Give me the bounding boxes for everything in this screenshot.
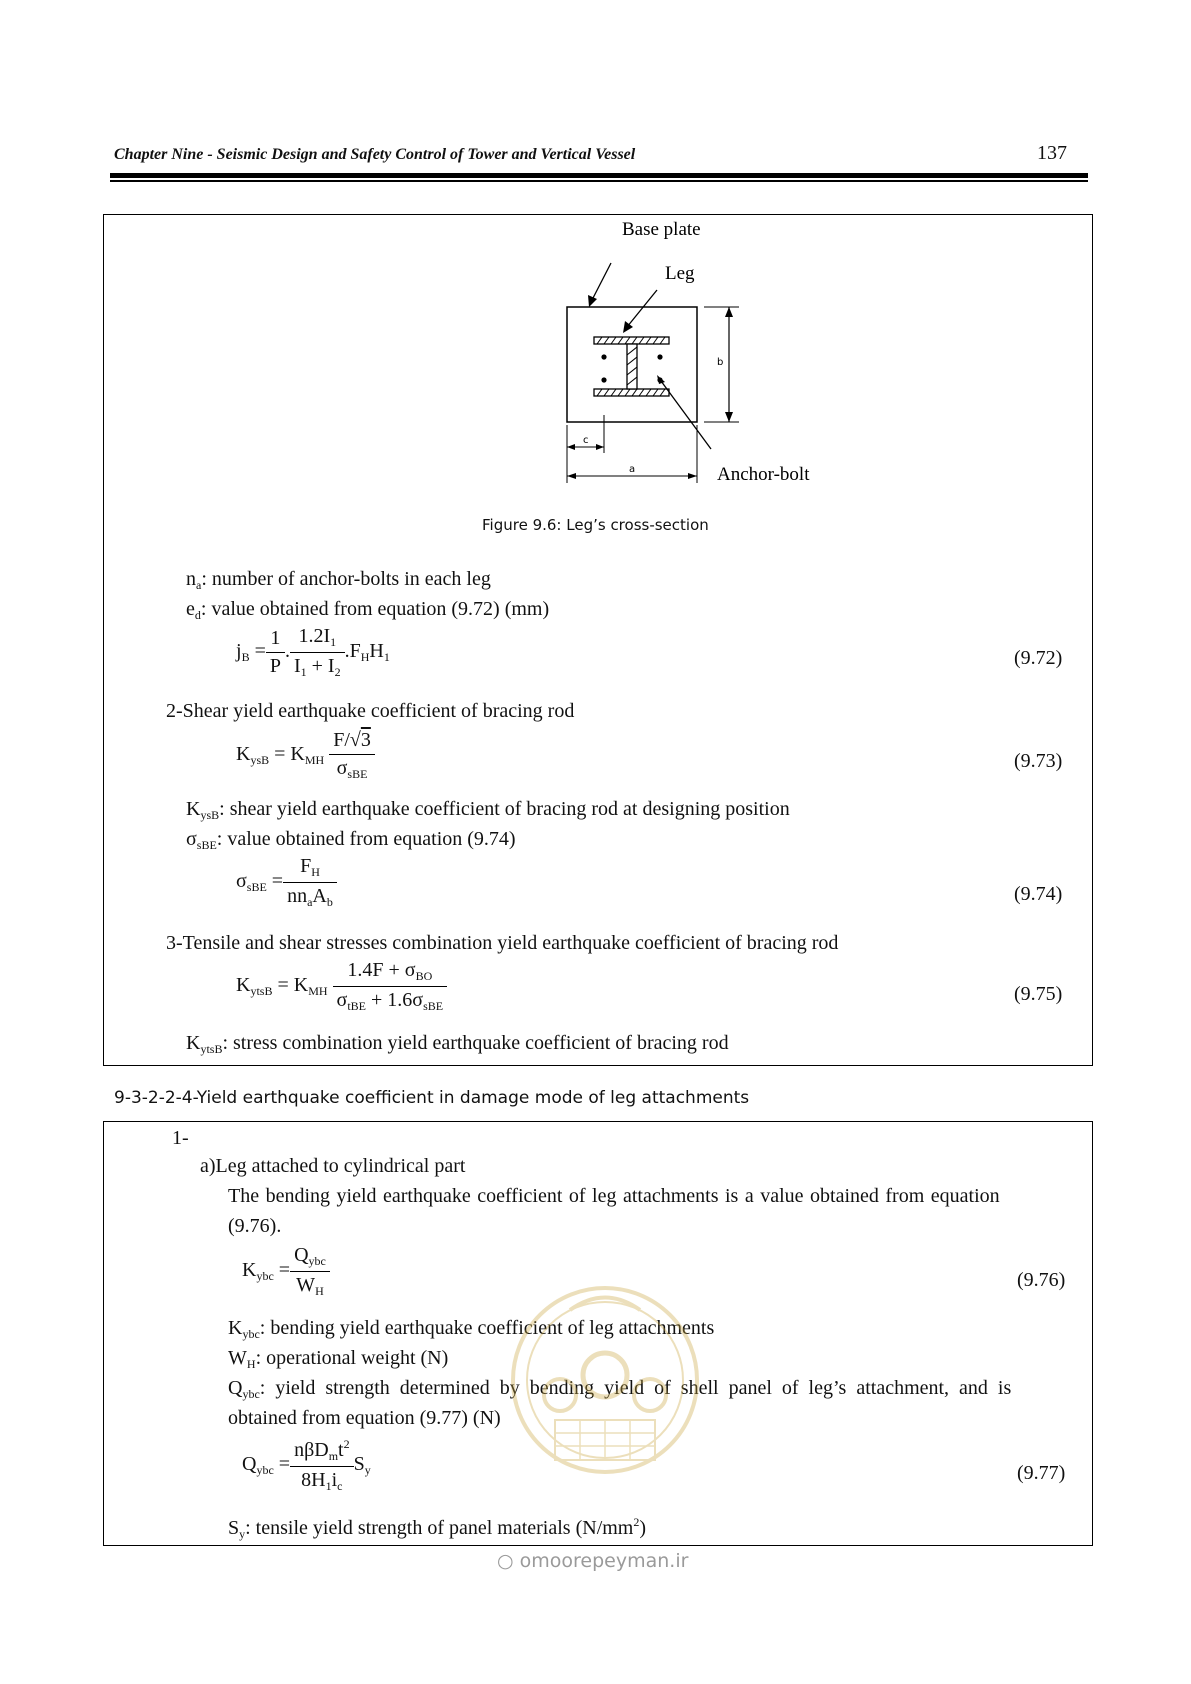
watermark-logo xyxy=(500,1255,710,1505)
definition-kybc: $K_{ybc}$: bending yield earthquake coefficient of leg attachments xyxy=(228,1317,715,1341)
definition-kytsb: $K_{ytsB}$: stress combination yield earthquake coefficient of bracing rod xyxy=(186,1032,729,1056)
equation-9-77: $Q_{ybc}$ = $\frac{n\beta D_mt^2}{8H_1i_c}$ $S_y$ xyxy=(242,1437,371,1493)
item-1: 1- xyxy=(172,1127,189,1149)
equation-9-73: $K_{ysB} = K_{MH}$ $\frac{F/√3}{\sigma_{sBE}}$ xyxy=(236,729,375,782)
definition-sigma-sbe: $\sigma_{sBE}$: value obtained from equation (9.74) xyxy=(186,828,516,852)
equation-9-76: $K_{ybc}$ = $\frac{Q_{ybc}}{W_H}$ xyxy=(242,1244,330,1299)
definition-wh: $W_H$: operational weight (N) xyxy=(228,1347,449,1371)
equation-number-9-72: (9.72) xyxy=(1014,647,1063,669)
equation-9-75: $K_{ytsB} = K_{MH}$ $\frac{1.4F + \sigma_{BO}}{\sigma_{tBE} + 1.6\sigma_{sBE}}$ xyxy=(236,959,447,1014)
dimension-c: c xyxy=(583,435,589,446)
leg-label: Leg xyxy=(665,263,695,284)
item-2-heading: 2-Shear yield earthquake coefficient of bracing rod xyxy=(166,700,575,722)
anchor-bolt-label: Anchor-bolt xyxy=(717,464,810,485)
chapter-title: Chapter Nine - Seismic Design and Safety Control of Tower and Vertical Vessel xyxy=(114,146,636,163)
page-number: 137 xyxy=(1037,142,1067,164)
equation-9-74: $\sigma_{sBE}$ = $\frac{F_H}{nn_aA_b}$ xyxy=(236,855,337,910)
dimension-b: b xyxy=(717,357,724,368)
equation-number-9-73: (9.73) xyxy=(1014,750,1063,772)
header-rule-thin xyxy=(110,180,1088,182)
definition-qybc-line-2: obtained from equation (9.77) (N) xyxy=(228,1407,501,1429)
figure-caption: Figure 9.6: Leg’s cross-section xyxy=(482,516,709,534)
paragraph-line-1: The bending yield earthquake coefficient of leg attachments is a value obtained from equation xyxy=(228,1185,1000,1207)
definition-na: $n_a$: number of anchor-bolts in each leg xyxy=(186,568,491,592)
paragraph-line-2: (9.76). xyxy=(228,1215,282,1237)
content-box-1 xyxy=(103,214,1093,1066)
section-heading: 9-3-2-2-4-Yield earthquake coefficient in damage mode of leg attachments xyxy=(114,1088,750,1108)
leg-cross-section-diagram xyxy=(449,215,849,505)
equation-9-72: $j_B$ = $\frac{1}{P}$ . $\frac{1.2I_1}{I_1 + I_2}$ $.F_HH_1$ xyxy=(236,625,390,679)
definition-ed: $e_d$: value obtained from equation (9.72) (mm) xyxy=(186,598,550,622)
equation-number-9-74: (9.74) xyxy=(1014,883,1063,905)
subitem-a-heading: a)Leg attached to cylindrical part xyxy=(200,1155,466,1177)
equation-number-9-76: (9.76) xyxy=(1017,1269,1066,1291)
definition-qybc-line-1: $Q_{ybc}$: yield strength determined by bending yield of shell panel of leg’s attachment, and is xyxy=(228,1377,1012,1401)
equation-number-9-75: (9.75) xyxy=(1014,983,1063,1005)
definition-kysb: $K_{ysB}$: shear yield earthquake coefficient of bracing rod at designing position xyxy=(186,798,790,822)
header-rule xyxy=(110,173,1088,178)
equation-number-9-77: (9.77) xyxy=(1017,1462,1066,1484)
definition-sy: $S_y$: tensile yield strength of panel materials $(N/mm^2)$ xyxy=(228,1515,647,1541)
watermark-text: ○ omoorepeyman.ir xyxy=(497,1550,689,1572)
dimension-a: a xyxy=(629,464,636,475)
item-3-heading: 3-Tensile and shear stresses combination yield earthquake coefficient of bracing rod xyxy=(166,932,839,954)
base-plate-label: Base plate xyxy=(622,219,701,240)
